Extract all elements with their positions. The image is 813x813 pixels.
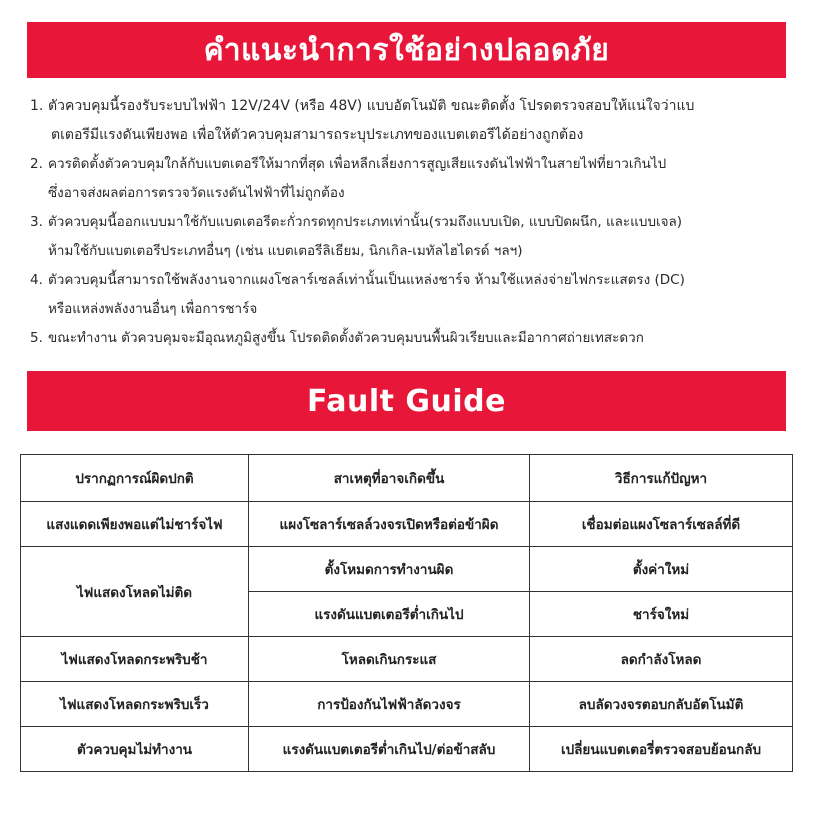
table-row [21, 682, 793, 727]
cause-cell: แผงโซลาร์เซลล์วงจรเปิดหรือต่อข้าผิด [249, 502, 530, 547]
safety-item-line: ตเตอรีมีแรงดันเพียงพอ เพื่อให้ตัวควบคุมสามารถระบุประเภทของแบตเตอรีได้อย่างถูกต้อง [51, 127, 584, 143]
cause-cell: แรงดันแบตเตอรีต่ำเกินไป [249, 592, 530, 637]
cause-cell: การป้องกันไฟฟ้าลัดวงจร [249, 682, 530, 727]
fault-guide-title: Fault Guide [307, 383, 506, 419]
header-symptom: ปรากฏการณ์ผิดปกติ [21, 455, 249, 502]
safety-item-number: 4. [30, 272, 43, 288]
cause-cell: แรงดันแบตเตอรีต่ำเกินไป/ต่อข้าสลับ [249, 727, 530, 772]
symptom-cell: ไฟแสดงโหลดไม่ติด [21, 547, 249, 637]
cause-cell: โหลดเกินกระแส [249, 637, 530, 682]
table-row [21, 502, 793, 547]
safety-item-line: ตัวควบคุมนี้ออกแบบมาใช้กับแบตเตอรีตะกั่วกรดทุกประเภทเท่านั้น(รวมถึงแบบเปิด, แบบปิดผนึก, และแบบเจล) [48, 214, 683, 230]
safety-title: คำแนะนำการใช้อย่างปลอดภัย [203, 32, 610, 68]
safety-item-number: 1. [30, 98, 44, 114]
safety-item-line: หรือแหล่งพลังงานอื่นๆ เพื่อการชาร์จ [48, 301, 258, 317]
symptom-cell: ตัวควบคุมไม่ทำงาน [21, 727, 249, 772]
fault-table-header-row [21, 455, 793, 502]
safety-item-line: ควรติดตั้งตัวควบคุมใกล้กับแบตเตอรีให้มากที่สุด เพื่อหลีกเลี่ยงการสูญเสียแรงดันไฟฟ้าในสายไฟที่ยาวเกินไป [48, 156, 667, 172]
safety-item-line: ซึ่งอาจส่งผลต่อการตรวจวัดแรงดันไฟฟ้าที่ไม่ถูกต้อง [48, 185, 345, 201]
safety-item-2 [30, 150, 790, 208]
safety-item-line: ตัวควบคุมนี้สามารถใช้พลังงานจากแผงโซลาร์เซลล์เท่านั้นเป็นแหล่งชาร์จ ห้ามใช้แหล่งจ่ายไฟกระแสตรง (DC) [48, 272, 685, 288]
symptom-cell: ไฟแสดงโหลดกระพริบเร็ว [21, 682, 249, 727]
solution-cell: ตั้งค่าใหม่ [530, 547, 793, 592]
safety-item-line: ขณะทำงาน ตัวควบคุมจะมีอุณหภูมิสูงขึ้น โปรดติดตั้งตัวควบคุมบนพื้นผิวเรียบและมีอากาศถ่ายเทสะดวก [48, 330, 644, 346]
table-row [21, 547, 793, 592]
safety-title-banner [27, 22, 786, 78]
solution-cell: ลบลัดวงจรตอบกลับอัตโนมัติ [530, 682, 793, 727]
solution-cell: ชาร์จใหม่ [530, 592, 793, 637]
safety-item-line: ตัวควบคุมนี้รองรับระบบไฟฟ้า 12V/24V (หรือ 48V) แบบอัตโนมัติ ขณะติดตั้ง โปรดตรวจสอบให้แน่ใจว่าแบ [48, 98, 695, 114]
solution-cell: ลดกำลังโหลด [530, 637, 793, 682]
safety-item-line: ห้ามใช้กับแบตเตอรีประเภทอื่นๆ (เช่น แบตเตอรีลิเธียม, นิกเกิล-เมทัลไฮไดรด์ ฯลฯ) [48, 243, 523, 259]
safety-list [30, 92, 790, 353]
fault-table [20, 454, 793, 772]
cause-cell: ตั้งโหมดการทำงานผิด [249, 547, 530, 592]
table-row [21, 637, 793, 682]
safety-item-4 [30, 266, 790, 324]
symptom-cell: ไฟแสดงโหลดกระพริบช้า [21, 637, 249, 682]
safety-item-number: 2. [30, 156, 43, 172]
solution-cell: เชื่อมต่อแผงโซลาร์เซลล์ที่ดี [530, 502, 793, 547]
header-solution: วิธีการแก้ปัญหา [530, 455, 793, 502]
fault-guide-banner [27, 371, 786, 431]
solution-cell: เปลี่ยนแบตเตอรี่ตรวจสอบย้อนกลับ [530, 727, 793, 772]
safety-item-number: 5. [30, 330, 43, 346]
safety-item-1 [30, 92, 790, 150]
symptom-cell: แสงแดดเพียงพอแต่ไม่ชาร์จไฟ [21, 502, 249, 547]
safety-item-3 [30, 208, 790, 266]
table-row [21, 727, 793, 772]
header-cause: สาเหตุที่อาจเกิดขึ้น [249, 455, 530, 502]
safety-item-5 [30, 324, 790, 353]
safety-item-number: 3. [30, 214, 43, 230]
